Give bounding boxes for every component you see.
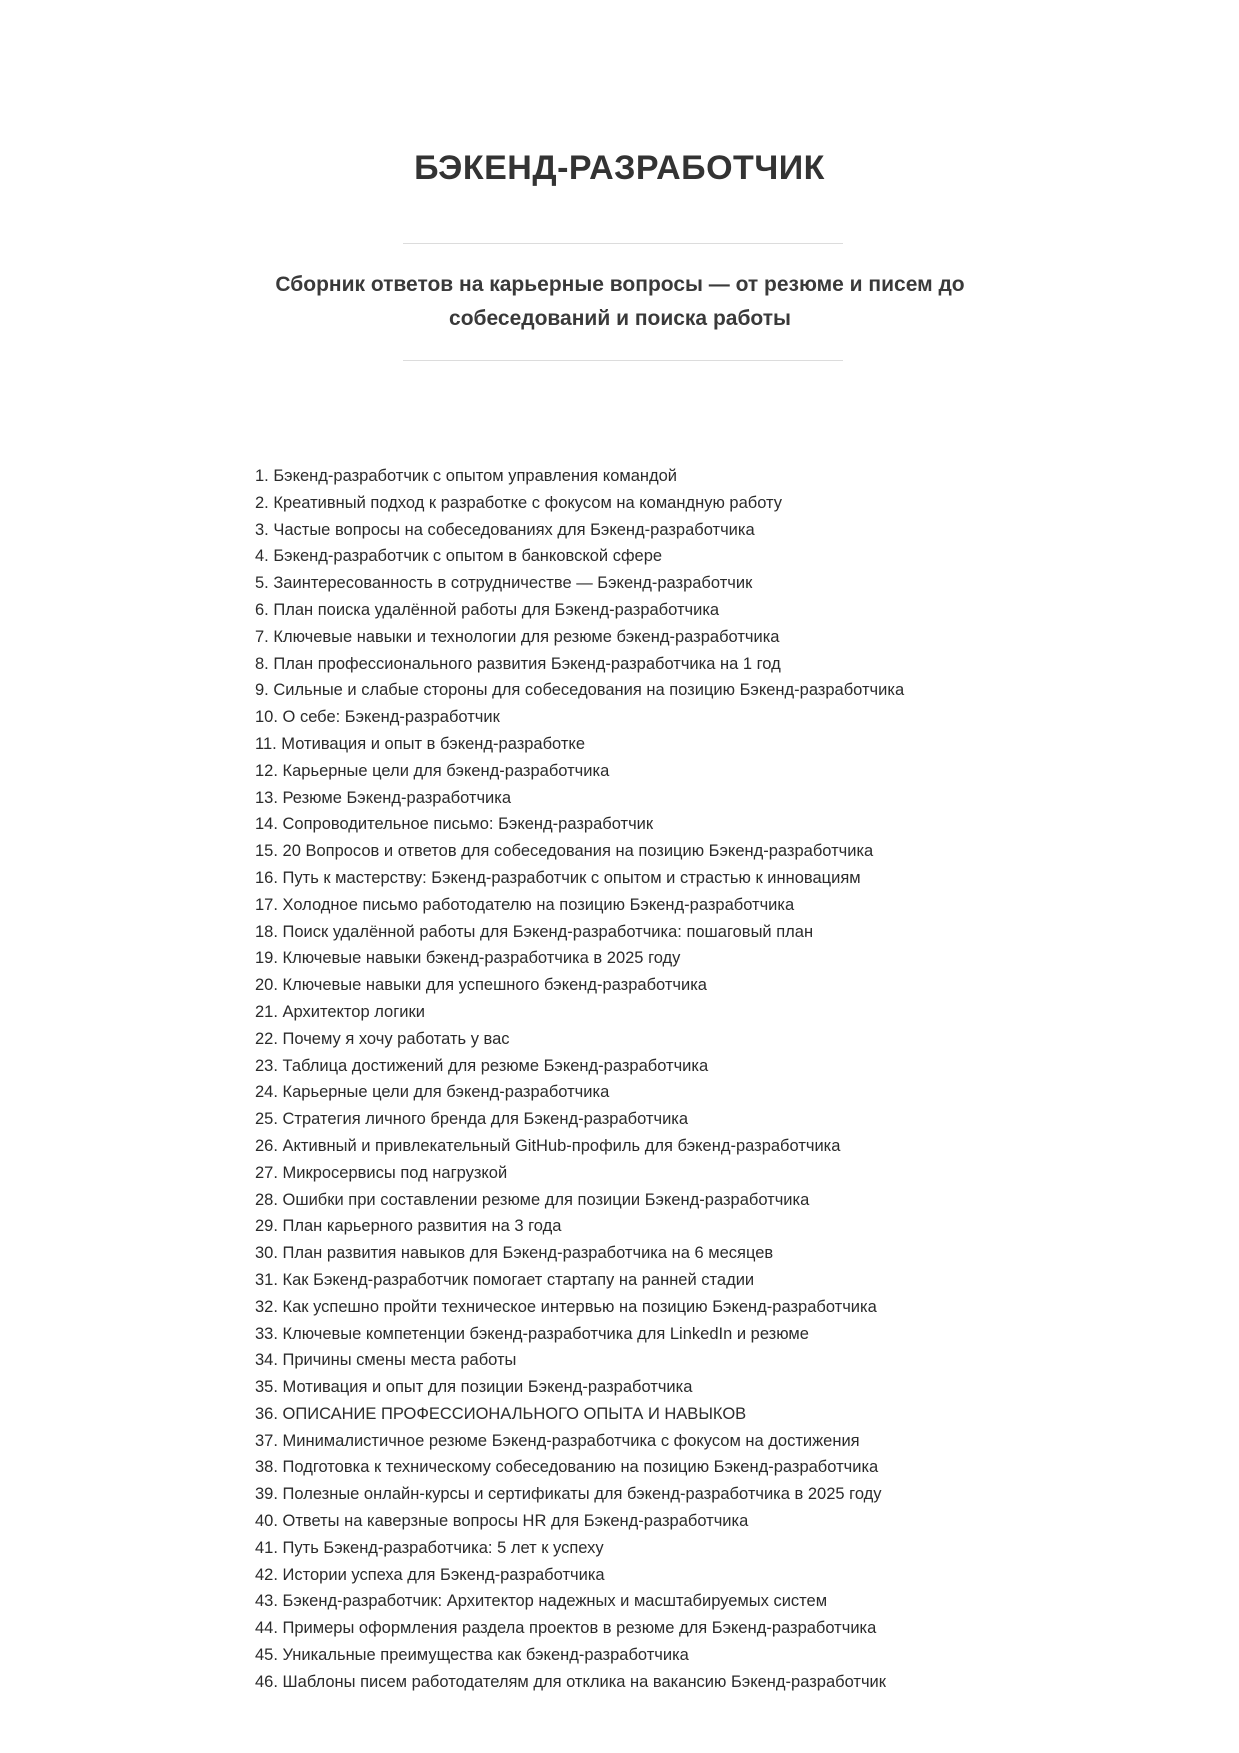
toc-item: 3. Частые вопросы на собеседованиях для Бэкенд-разработчика bbox=[255, 520, 755, 539]
title-divider-bottom bbox=[403, 360, 843, 361]
toc-item: 25. Стратегия личного бренда для Бэкенд-разработчика bbox=[255, 1110, 689, 1129]
toc-item: 21. Архитектор логики bbox=[255, 1002, 425, 1021]
toc-item: 27. Микросервисы под нагрузкой bbox=[255, 1163, 508, 1182]
toc-item: 46. Шаблоны писем работодателям для отклика на вакансию Бэкенд-разработчик bbox=[255, 1672, 886, 1691]
page-subtitle: Сборник ответов на карьерные вопросы — от резюме и писем до собеседований и поиска работы bbox=[275, 273, 965, 330]
toc-item: 10. О себе: Бэкенд-разработчик bbox=[255, 708, 500, 727]
toc-item: 8. План профессионального развития Бэкенд-разработчика на 1 год bbox=[255, 654, 781, 673]
toc-item: 6. План поиска удалённой работы для Бэкенд-разработчика bbox=[255, 600, 720, 619]
page-title: БЭКЕНД-РАЗРАБОТЧИК bbox=[414, 149, 825, 187]
toc-item: 5. Заинтересованность в сотрудничестве — Бэкенд-разработчик bbox=[255, 574, 753, 593]
toc-item: 37. Минималистичное резюме Бэкенд-разработчика с фокусом на достижения bbox=[255, 1431, 860, 1450]
toc-item: 16. Путь к мастерству: Бэкенд-разработчик с опытом и страстью к инновациям bbox=[255, 868, 861, 887]
toc-item: 39. Полезные онлайн-курсы и сертификаты для бэкенд-разработчика в 2025 году bbox=[255, 1485, 882, 1504]
toc-item: 9. Сильные и слабые стороны для собеседования на позицию Бэкенд-разработчика bbox=[255, 681, 905, 700]
toc-item: 36. ОПИСАНИЕ ПРОФЕССИОНАЛЬНОГО ОПЫТА И НАВЫКОВ bbox=[255, 1404, 747, 1423]
toc-item: 33. Ключевые компетенции бэкенд-разработчика для LinkedIn и резюме bbox=[255, 1324, 809, 1343]
toc-item: 34. Причины смены места работы bbox=[255, 1351, 517, 1370]
toc-item: 22. Почему я хочу работать у вас bbox=[255, 1029, 510, 1048]
toc-item: 12. Карьерные цели для бэкенд-разработчика bbox=[255, 761, 610, 780]
toc-item: 35. Мотивация и опыт для позиции Бэкенд-разработчика bbox=[255, 1378, 693, 1397]
toc-item: 18. Поиск удалённой работы для Бэкенд-разработчика: пошаговый план bbox=[255, 922, 814, 941]
toc-item: 44. Примеры оформления раздела проектов в резюме для Бэкенд-разработчика bbox=[255, 1619, 877, 1638]
toc-item: 42. Истории успеха для Бэкенд-разработчика bbox=[255, 1565, 605, 1584]
toc-item: 31. Как Бэкенд-разработчик помогает стартапу на ранней стадии bbox=[255, 1270, 755, 1289]
toc-item: 20. Ключевые навыки для успешного бэкенд-разработчика bbox=[255, 976, 707, 995]
toc-item: 41. Путь Бэкенд-разработчика: 5 лет к успеху bbox=[255, 1538, 604, 1557]
toc-item: 24. Карьерные цели для бэкенд-разработчика bbox=[255, 1083, 610, 1102]
toc-item: 11. Мотивация и опыт в бэкенд-разработке bbox=[255, 734, 586, 753]
toc-item: 7. Ключевые навыки и технологии для резюме бэкенд-разработчика bbox=[255, 627, 780, 646]
toc-item: 19. Ключевые навыки бэкенд-разработчика в 2025 году bbox=[255, 949, 681, 968]
toc-item: 14. Сопроводительное письмо: Бэкенд-разработчик bbox=[255, 815, 654, 834]
toc-item: 15. 20 Вопросов и ответов для собеседования на позицию Бэкенд-разработчика bbox=[255, 842, 874, 861]
toc-item: 38. Подготовка к техническому собеседованию на позицию Бэкенд-разработчика bbox=[255, 1458, 879, 1477]
toc-item: 30. План развития навыков для Бэкенд-разработчика на 6 месяцев bbox=[255, 1244, 774, 1263]
toc-item: 4. Бэкенд-разработчик с опытом в банковской сфере bbox=[255, 547, 663, 566]
toc-item: 26. Активный и привлекательный GitHub-профиль для бэкенд-разработчика bbox=[255, 1136, 841, 1155]
toc-item: 28. Ошибки при составлении резюме для позиции Бэкенд-разработчика bbox=[255, 1190, 810, 1209]
toc-item: 29. План карьерного развития на 3 года bbox=[255, 1217, 562, 1236]
toc-item: 1. Бэкенд-разработчик с опытом управления командой bbox=[255, 467, 678, 485]
toc-item: 13. Резюме Бэкенд-разработчика bbox=[255, 788, 512, 807]
toc-item: 40. Ответы на каверзные вопросы HR для Бэкенд-разработчика bbox=[255, 1512, 749, 1531]
toc-item: 17. Холодное письмо работодателю на позицию Бэкенд-разработчика bbox=[255, 895, 795, 914]
title-divider-top bbox=[403, 243, 843, 244]
table-of-contents bbox=[255, 463, 1135, 1696]
toc-item: 43. Бэкенд-разработчик: Архитектор надежных и масштабируемых систем bbox=[255, 1592, 828, 1611]
toc-item: 45. Уникальные преимущества как бэкенд-разработчика bbox=[255, 1646, 689, 1665]
toc-item: 2. Креативный подход к разработке с фокусом на командную работу bbox=[255, 493, 783, 512]
toc-item: 32. Как успешно пройти техническое интервью на позицию Бэкенд-разработчика bbox=[255, 1297, 877, 1316]
toc-item: 23. Таблица достижений для резюме Бэкенд-разработчика bbox=[255, 1056, 709, 1075]
